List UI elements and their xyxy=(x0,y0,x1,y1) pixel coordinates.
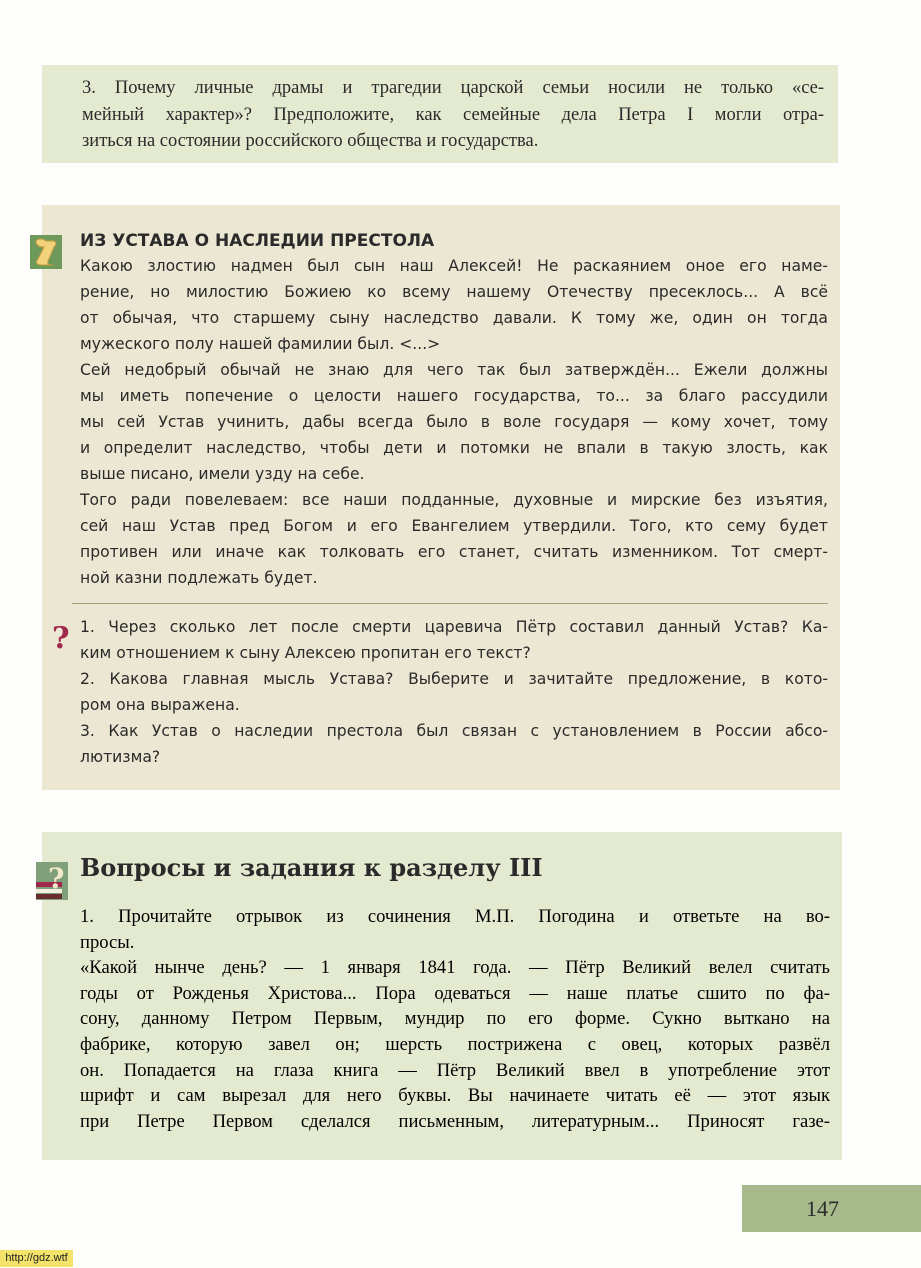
text-line: шрифт и сам вырезал для него буквы. Вы начинаете читать её — этот язык xyxy=(80,1085,830,1107)
divider xyxy=(72,603,828,604)
source-document-box xyxy=(42,205,840,790)
text-line: ной казни подлежать будет. xyxy=(80,569,318,587)
text-line: просы. xyxy=(80,931,135,953)
text-line: зиться на состоянии российского общества и государства. xyxy=(82,131,539,151)
section-questions-box xyxy=(42,832,842,1160)
question-line: 1. Через сколько лет после смерти царевича Пётр составил данный Устав? Ка- xyxy=(80,618,828,636)
text-line: рение, но милостию Божиею ко всему нашему Отечеству пресеклось... А всё xyxy=(80,283,828,301)
text-line: при Петре Первом сделался письменным, литературным... Приносят газе- xyxy=(80,1110,830,1132)
text-line: Сей недобрый обычай не знаю для чего так был затверждён... Ежели должны xyxy=(80,361,828,379)
text-line: мужеского полу нашей фамилии был. <...> xyxy=(80,335,441,353)
source-title: ИЗ УСТАВА О НАСЛЕДИИ ПРЕСТОЛА xyxy=(80,231,435,251)
text-line: Того ради повелеваем: все наши подданные, духовные и мирские без изъятия, xyxy=(80,491,828,509)
text-line: 3. Почему личные драмы и трагедии царской семьи носили не только «се- xyxy=(82,78,824,98)
question-mark-icon: ? xyxy=(52,621,70,656)
text-line: он. Попадается на глаза книга — Пётр Великий ввел в употребление этот xyxy=(80,1059,830,1081)
watermark-link[interactable]: http://gdz.wtf xyxy=(0,1250,73,1267)
text-line: сону, данному Петром Первым, мундир по его форме. Сукно выткано на xyxy=(80,1008,830,1030)
text-line: и определит наследство, чтобы дети и потомки не впали в такую злость, как xyxy=(80,439,828,457)
text-line: «Какой нынче день? — 1 января 1841 года. — Пётр Великий велел считать xyxy=(80,957,830,979)
text-line: от обычая, что старшему сыну наследство давали. К тому же, один он тогда xyxy=(80,309,828,327)
text-line: фабрике, которую завел он; шерсть пострижена с овец, которых развёл xyxy=(80,1033,830,1055)
question-line: 3. Как Устав о наследии престола был связан с установлением в России абсо- xyxy=(80,722,828,740)
scroll-icon xyxy=(30,235,62,269)
question-line: ром она выражена. xyxy=(80,696,240,714)
text-line: противен или иначе как толковать его станет, считать изменником. Тот смерт- xyxy=(80,543,828,561)
text-line: 1. Прочитайте отрывок из сочинения М.П. Погодина и ответьте на во- xyxy=(80,906,830,927)
text-line: годы от Рожденья Христова... Пора одеваться — наше платье сшито по фа- xyxy=(80,982,830,1004)
question-line: лютизма? xyxy=(80,748,161,766)
question-box xyxy=(42,65,838,163)
question-line: 2. Какова главная мысль Устава? Выберите и зачитайте предложение, в кото- xyxy=(80,670,828,688)
page-number: 147 xyxy=(742,1185,921,1232)
text-line: мы иметь попечение о целости нашего государства, то... за благо рассудили xyxy=(80,387,828,405)
questions-books-icon xyxy=(36,862,68,900)
svg-text:?: ? xyxy=(48,862,65,895)
question-line: ким отношением к сыну Алексею пропитан его текст? xyxy=(80,644,531,662)
section-title: Вопросы и задания к разделу III xyxy=(80,853,543,882)
text-line: Какою злостию надмен был сын наш Алексей! Не раскаянием оное его наме- xyxy=(80,257,828,275)
text-line: выше писано, имели узду на себе. xyxy=(80,465,365,483)
text-line: мы сей Устав учинить, дабы всегда было в воле государя — кому хочет, тому xyxy=(80,413,828,431)
text-line: мейный характер»? Предположите, как семейные дела Петра I могли отра- xyxy=(82,104,824,125)
text-line: сей наш Устав пред Богом и его Евангелием утвердили. Того, кто сему будет xyxy=(80,517,828,535)
